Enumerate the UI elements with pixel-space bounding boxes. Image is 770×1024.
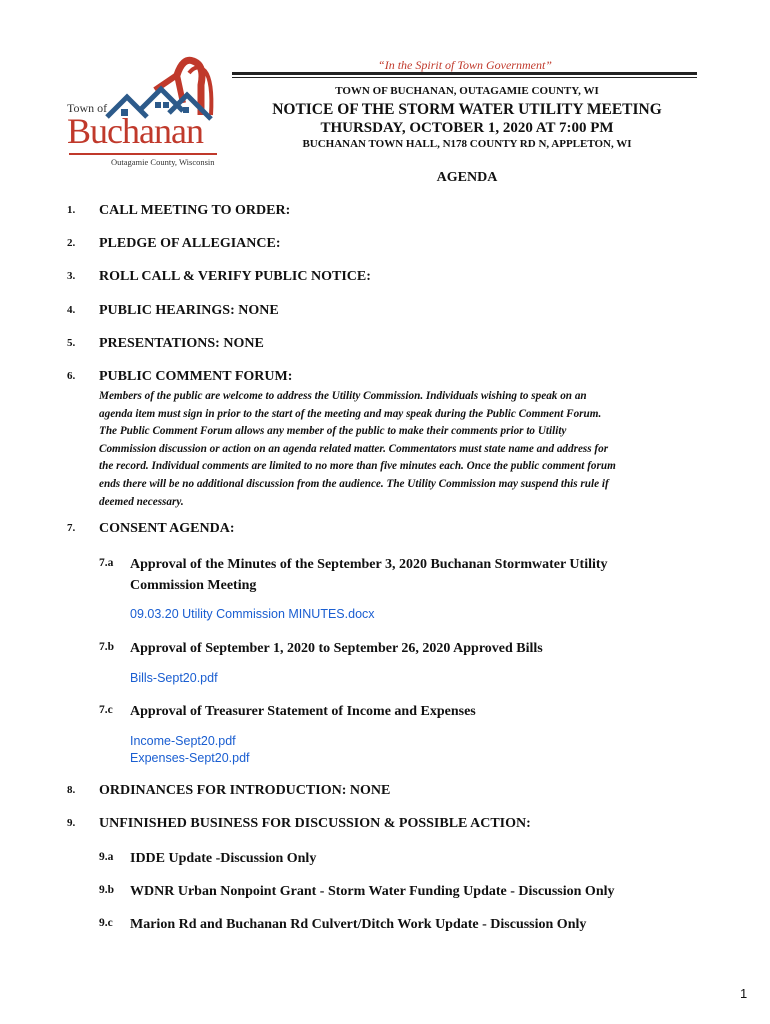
- item-number: 4.: [67, 304, 76, 316]
- sub-item-number: 9.a: [99, 851, 114, 863]
- meeting-title: NOTICE OF THE STORM WATER UTILITY MEETING: [272, 101, 662, 118]
- sub-item-number: 9.b: [99, 884, 115, 896]
- agenda-item-pledge: PLEDGE OF ALLEGIANCE:: [99, 236, 281, 251]
- income-attachment-link[interactable]: Income-Sept20.pdf: [130, 734, 236, 748]
- sub-item-number: 7.c: [99, 704, 113, 716]
- agenda-item-presentations: PRESENTATIONS: NONE: [99, 336, 264, 351]
- item-number: 2.: [67, 237, 76, 249]
- sub-item-line: Approval of the Minutes of the September 3, 2020 Buchanan Stormwater Utility: [130, 557, 608, 572]
- agenda-item-roll-call: ROLL CALL & VERIFY PUBLIC NOTICE:: [99, 269, 371, 284]
- logo-county: Outagamie County, Wisconsin: [111, 157, 215, 167]
- item-number: 5.: [67, 337, 76, 349]
- agenda-item-call-to-order: CALL MEETING TO ORDER:: [99, 203, 291, 218]
- sub-item-wdnr-grant: WDNR Urban Nonpoint Grant - Storm Water Funding Update - Discussion Only: [130, 884, 615, 899]
- header-rule-thin: [232, 77, 697, 78]
- item-number: 3.: [67, 270, 76, 282]
- sub-item-number: 7.a: [99, 557, 114, 569]
- agenda-item-consent: CONSENT AGENDA:: [99, 521, 235, 536]
- agenda-heading: AGENDA: [436, 170, 498, 185]
- agenda-item-public-comment: PUBLIC COMMENT FORUM:: [99, 369, 293, 384]
- bills-attachment-link[interactable]: Bills-Sept20.pdf: [130, 671, 218, 685]
- header-rule-thick: [232, 72, 697, 75]
- item-number: 7.: [67, 522, 76, 534]
- note-line: Members of the public are welcome to address the Utility Commission. Individuals wishing to speak on an: [99, 390, 587, 402]
- sub-item-treasurer: Approval of Treasurer Statement of Income and Expenses: [130, 704, 476, 719]
- note-line: agenda item must sign in prior to the start of the meeting and may speak during the Public Comment Forum.: [99, 407, 602, 420]
- logo-town-name: Buchanan: [67, 111, 203, 151]
- page-number: 1: [740, 986, 748, 1001]
- note-line: The Public Comment Forum allows any member of the public to make their comments prior to Utility: [99, 425, 567, 438]
- item-number: 1.: [67, 204, 76, 216]
- sub-item-idde: IDDE Update -Discussion Only: [130, 851, 317, 866]
- item-number: 6.: [67, 370, 76, 382]
- item-number: 8.: [67, 784, 76, 796]
- sub-item-line: Commission Meeting: [130, 578, 257, 593]
- note-line: Commission discussion or action on an agenda related matter. Commentators must state name and address for: [99, 442, 609, 455]
- header-county-line: TOWN OF BUCHANAN, OUTAGAMIE COUNTY, WI: [335, 85, 599, 97]
- logo-town-of: Town of: [67, 101, 108, 115]
- public-comment-note: [99, 388, 699, 511]
- expenses-attachment-link[interactable]: Expenses-Sept20.pdf: [130, 751, 250, 765]
- agenda-item-ordinances: ORDINANCES FOR INTRODUCTION: NONE: [99, 783, 391, 798]
- sub-item-number: 9.c: [99, 917, 113, 929]
- item-number: 9.: [67, 817, 76, 829]
- agenda-item-public-hearings: PUBLIC HEARINGS: NONE: [99, 303, 279, 318]
- agenda-item-unfinished-business: UNFINISHED BUSINESS FOR DISCUSSION & POSSIBLE ACTION:: [99, 816, 531, 831]
- meeting-date: THURSDAY, OCTOBER 1, 2020 AT 7:00 PM: [320, 120, 614, 136]
- minutes-attachment-link[interactable]: 09.03.20 Utility Commission MINUTES.docx: [130, 607, 375, 621]
- sub-item-bills: Approval of September 1, 2020 to September 26, 2020 Approved Bills: [130, 641, 543, 656]
- town-motto: “In the Spirit of Town Government”: [378, 58, 552, 72]
- note-line: the record. Individual comments are limited to no more than five minutes each. Once the public comment forum: [99, 460, 616, 473]
- sub-item-culvert: Marion Rd and Buchanan Rd Culvert/Ditch Work Update - Discussion Only: [130, 917, 587, 932]
- town-logo: [65, 55, 235, 170]
- note-line: deemed necessary.: [99, 495, 184, 508]
- sub-item-number: 7.b: [99, 641, 115, 653]
- meeting-location: BUCHANAN TOWN HALL, N178 COUNTY RD N, APPLETON, WI: [302, 138, 632, 150]
- note-line: ends there will be no additional discussion from the audience. The Utility Commission may suspend this rule if: [99, 477, 609, 490]
- sub-item-minutes: [130, 554, 608, 596]
